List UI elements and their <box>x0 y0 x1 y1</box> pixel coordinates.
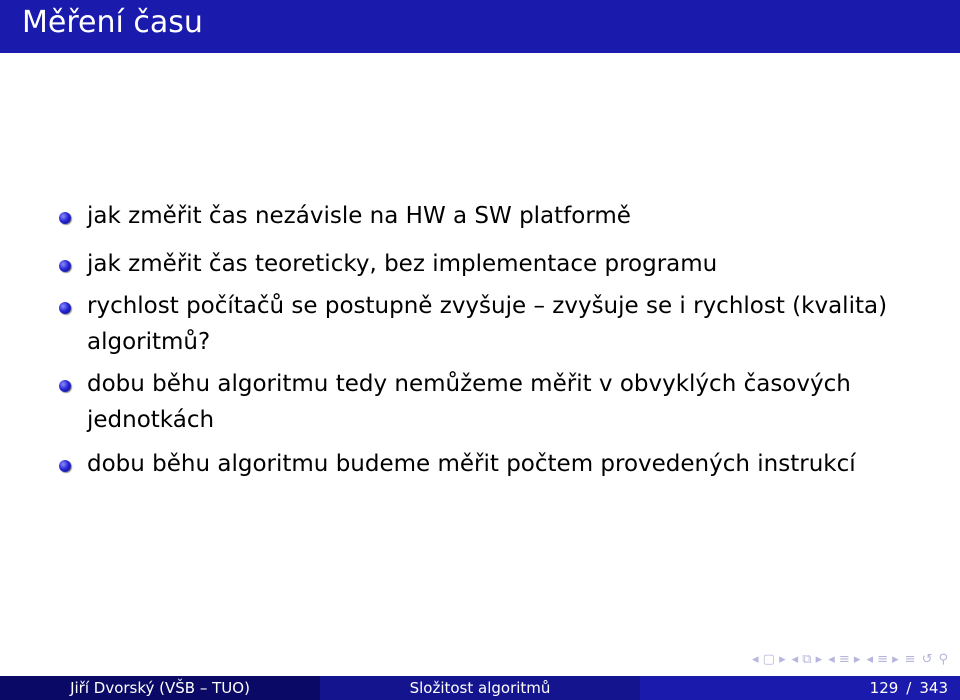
nav-first-icon[interactable]: ◂ ▢ ▸ <box>752 652 786 667</box>
slide-title: Měření času <box>22 5 203 40</box>
bullet-text: rychlost počítačů se postupně zvyšuje – zvyšuje se i rychlost (kvalita) algoritmů? <box>87 293 888 355</box>
title-bar <box>0 0 960 53</box>
bullet-item <box>87 366 937 438</box>
nav-align-icon[interactable]: ↺ <box>921 652 933 667</box>
bullet-item <box>87 246 937 282</box>
nav-next-frame-icon[interactable]: ◂ ≡ ▸ <box>828 652 861 667</box>
nav-subsection-icon[interactable]: ≡ <box>904 652 916 667</box>
page-separator: / <box>906 679 912 697</box>
bullet-text: dobu běhu algoritmu tedy nemůžeme měřit v obvyklých časových jednotkách <box>87 371 851 433</box>
bullet-text: jak změřit čas teoreticky, bez implementace programu <box>87 251 718 277</box>
nav-section-icon[interactable]: ◂ ≡ ▸ <box>866 652 899 667</box>
bullet-item <box>87 198 937 234</box>
footer <box>0 676 960 700</box>
bullet-item <box>87 288 937 360</box>
page-total: 343 <box>919 679 948 697</box>
bullet-icon <box>59 460 71 472</box>
nav-search-icon[interactable]: ⚲ <box>938 652 948 667</box>
bullet-icon <box>59 302 71 314</box>
bullet-text: dobu běhu algoritmu budeme měřit počtem provedených instrukcí <box>87 451 856 477</box>
bullet-icon <box>59 380 71 392</box>
bullet-icon <box>59 212 71 224</box>
nav-prev-frame-icon[interactable]: ◂ ⧉ ▸ <box>791 652 823 667</box>
bullet-text: jak změřit čas nezávisle na HW a SW platformě <box>87 203 631 229</box>
footer-page <box>640 676 960 700</box>
bullet-item <box>87 446 937 482</box>
beamer-navigation <box>752 652 948 667</box>
page-current: 129 <box>869 679 899 697</box>
footer-course: Složitost algoritmů <box>320 676 640 700</box>
bullet-icon <box>59 260 71 272</box>
footer-author: Jiří Dvorský (VŠB – TUO) <box>0 676 320 700</box>
